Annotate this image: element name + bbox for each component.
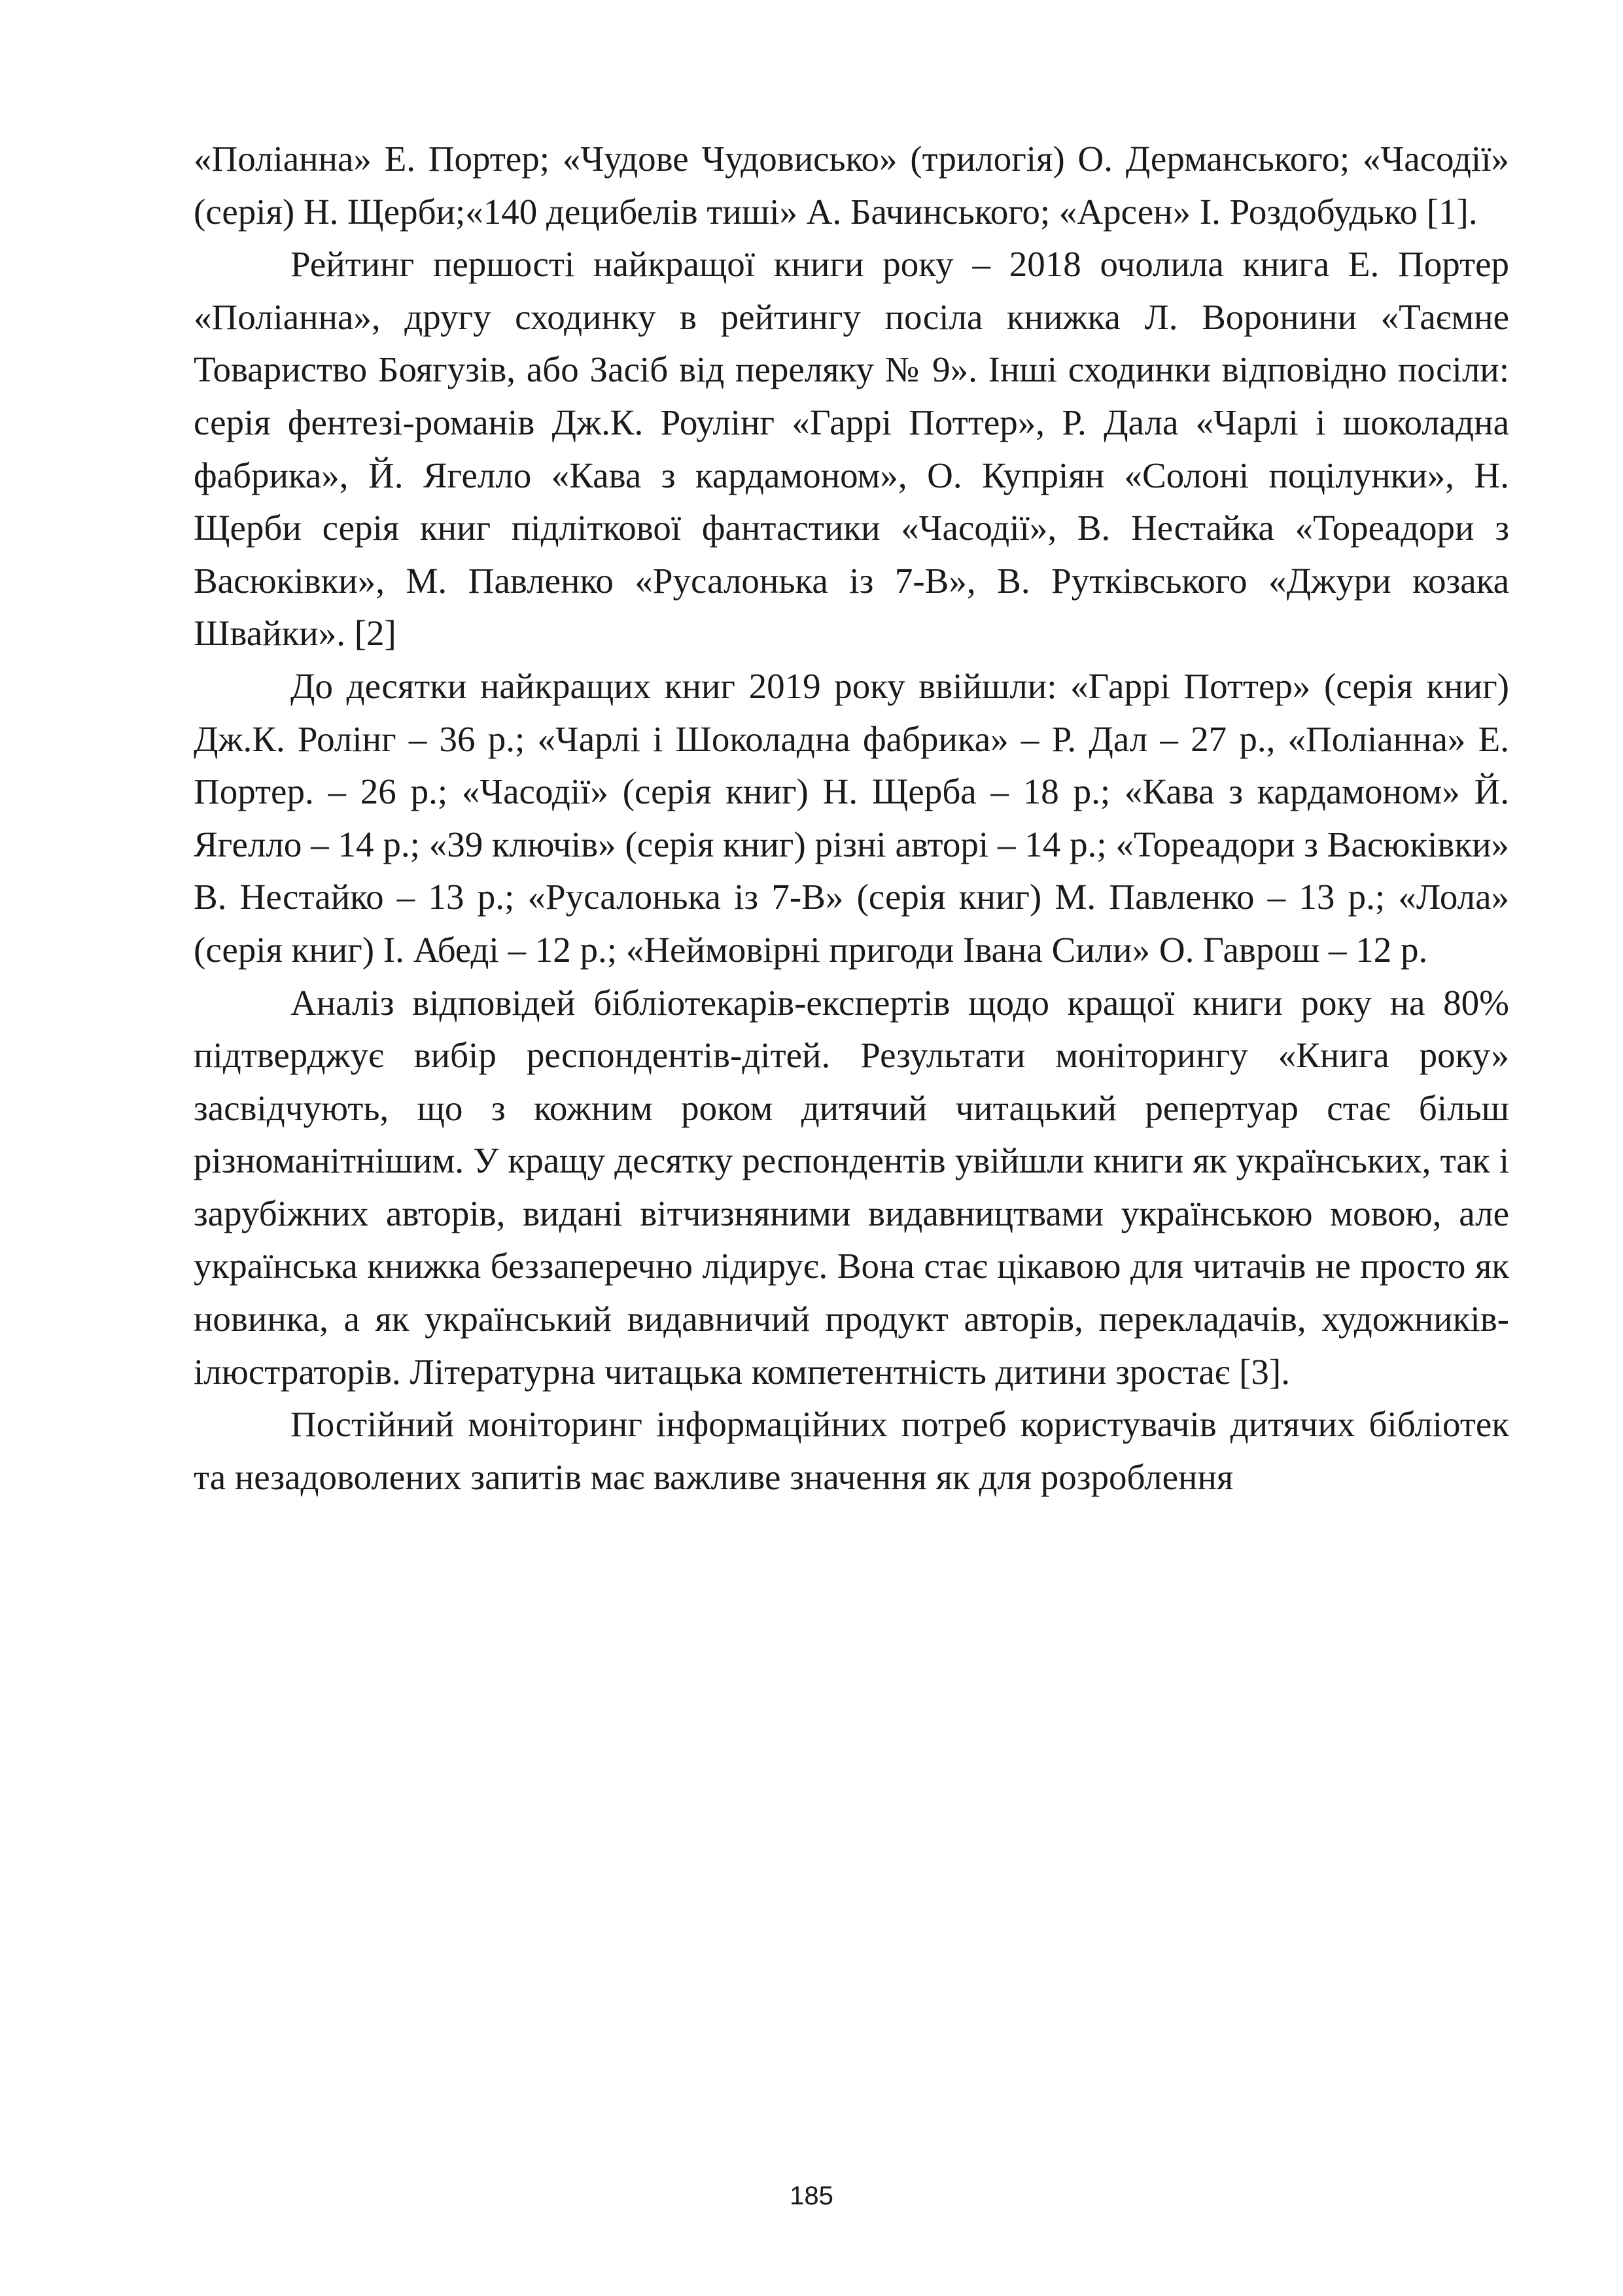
paragraph-analysis: Аналіз відповідей бібліотекарів-експертів щодо кращої книги року на 80% підтверджує вибір респондентів-дітей. Результати моніторингу «Книга року» засвідчують, що з кожним роком дитячий читацький репертуар стає більш різноманітнішим. У кращу десятку респондентів увійшли книги як українських, так і зарубіжних авторів, видані вітчизняними видавництвами українською мовою, але українська книжка беззаперечно лідирує. Вона стає цікавою для читачів не просто як новинка, а як український видавничий продукт авторів, перекладачів, художників-ілюстраторів. Літературна читацька компетентність дитини зростає [3]. xyxy=(194,982,1509,1392)
paragraph-monitoring: Постійний моніторинг інформаційних потреб користувачів дитячих бібліотек та незадоволених запитів має важливе значення як для розроблення xyxy=(194,1404,1509,1497)
body-text xyxy=(194,133,1509,1504)
paragraph-rating-2018: Рейтинг першості найкращої книги року – 2018 очолила книга Е. Портер «Поліанна», другу сходинку в рейтингу посіла книжка Л. Воронини «Таємне Товариство Боягузів, або Засіб від переляку № 9». Інші сходинки відповідно посіли: серія фентезі-романів Дж.К. Роулінг «Гаррі Поттер», Р. Дала «Чарлі і шоколадна фабрика», Й. Ягелло «Кава з кардамоном», О. Купріян «Солоні поцілунки», Н. Щерби серія книг підліткової фантастики «Часодії», В. Нестайка «Тореадори з Васюківки», М. Павленко «Русалонька із 7-В», В. Рутківського «Джури козака Швайки». [2] xyxy=(194,244,1509,654)
paragraph-continuation: «Поліанна» Е. Портер; «Чудове Чудовисько» (трилогія) О. Дерманського; «Часодії» (серія) Н. Щерби;«140 децибелів тиші» А. Бачинського; «Арсен» І. Роздобудько [1]. xyxy=(194,139,1509,232)
paragraph-top-books-2019: До десятки найкращих книг 2019 року ввійшли: «Гаррі Поттер» (серія книг) Дж.К. Ролінг – 36 р.; «Чарлі і Шоколадна фабрика» – Р. Дал – 27 р., «Поліанна» Е. Портер. – 26 р.; «Часодії» (серія книг) Н. Щерба – 18 р.; «Кава з кардамоном» Й. Ягелло – 14 р.; «39 ключів» (серія книг) різні авторі – 14 р.; «Тореадори з Васюківки» В. Нестайко – 13 р.; «Русалонька із 7-В» (серія книг) М. Павленко – 13 р.; «Лола» (серія книг) І. Абеді – 12 р.; «Неймовірні пригоди Івана Сили» О. Гаврош – 12 р. xyxy=(194,665,1509,970)
page-number: 185 xyxy=(790,2181,833,2210)
